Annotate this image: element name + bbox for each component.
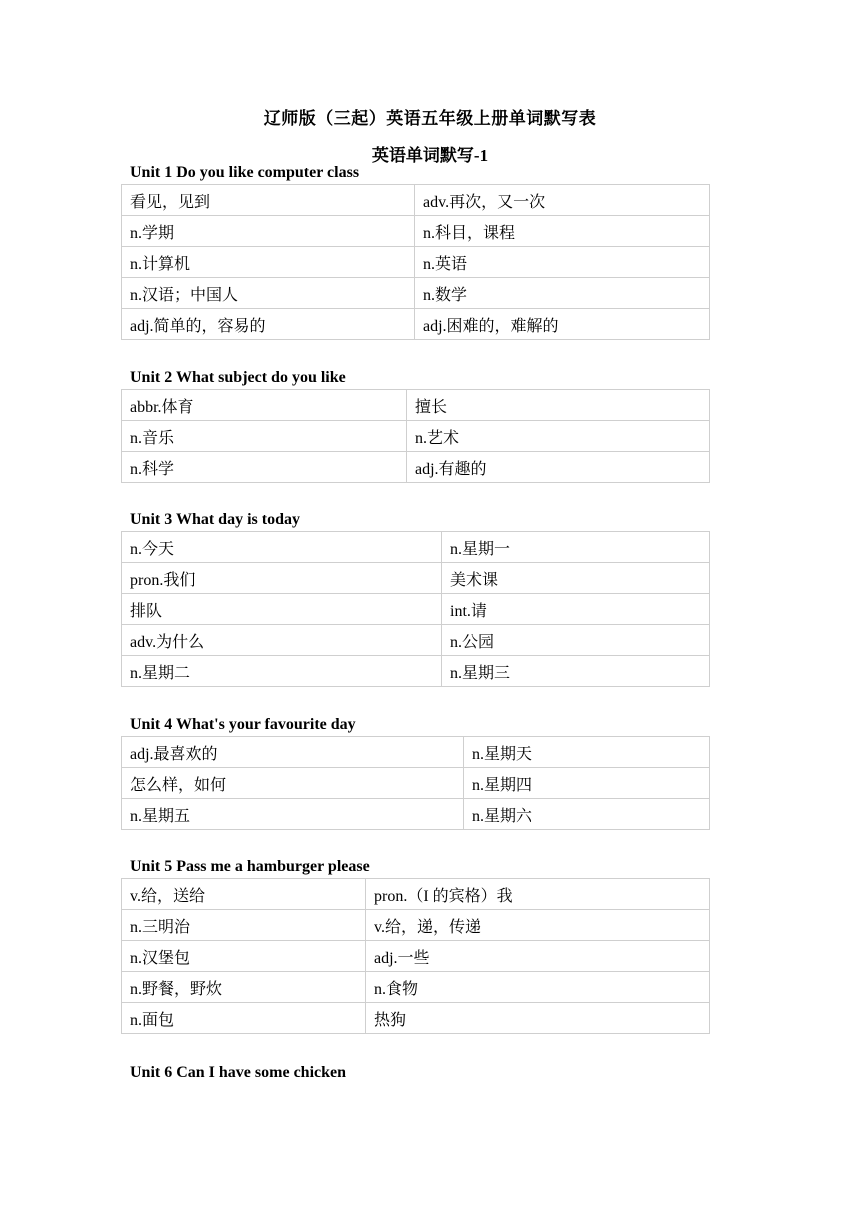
table-cell: n.艺术 xyxy=(407,421,710,452)
table-cell: v.给，送给 xyxy=(122,879,366,910)
table-cell: n.音乐 xyxy=(122,421,407,452)
table-cell: n.计算机 xyxy=(122,247,415,278)
table-cell: n.科学 xyxy=(122,452,407,483)
table-cell: pron.我们 xyxy=(122,563,442,594)
table-cell: abbr.体育 xyxy=(122,390,407,421)
table-row xyxy=(122,768,710,799)
table-cell: n.数学 xyxy=(415,278,710,309)
table-row xyxy=(122,247,710,278)
table-cell: 美术课 xyxy=(442,563,710,594)
table-cell: adj.有趣的 xyxy=(407,452,710,483)
table-row xyxy=(122,278,710,309)
unit-5-heading: Unit 5 Pass me a hamburger please xyxy=(130,858,370,875)
table-row xyxy=(122,941,710,972)
document-title: 辽师版（三起）英语五年级上册单词默写表 xyxy=(263,109,597,128)
table-cell: n.星期天 xyxy=(464,737,710,768)
table-cell: adj.最喜欢的 xyxy=(122,737,464,768)
table-row xyxy=(122,309,710,340)
unit-5-vocab-table xyxy=(121,878,710,1034)
table-cell: pron.（I 的宾格）我 xyxy=(366,879,710,910)
table-cell: n.星期五 xyxy=(122,799,464,830)
table-cell: adj.简单的，容易的 xyxy=(122,309,415,340)
table-cell: n.今天 xyxy=(122,532,442,563)
table-cell: adj.困难的，难解的 xyxy=(415,309,710,340)
table-cell: n.星期三 xyxy=(442,656,710,687)
table-cell: n.面包 xyxy=(122,1003,366,1034)
table-row xyxy=(122,1003,710,1034)
unit-2-vocab-table xyxy=(121,389,710,483)
table-row xyxy=(122,185,710,216)
table-cell: n.三明治 xyxy=(122,910,366,941)
table-cell: 怎么样，如何 xyxy=(122,768,464,799)
table-cell: v.给，递，传递 xyxy=(366,910,710,941)
table-cell: n.汉语；中国人 xyxy=(122,278,415,309)
unit-1-heading: Unit 1 Do you like computer class xyxy=(130,164,360,181)
unit-3-heading: Unit 3 What day is today xyxy=(130,511,300,528)
table-cell: adj.一些 xyxy=(366,941,710,972)
table-cell: n.汉堡包 xyxy=(122,941,366,972)
table-row xyxy=(122,563,710,594)
table-cell: n.学期 xyxy=(122,216,415,247)
table-row xyxy=(122,737,710,768)
table-row xyxy=(122,390,710,421)
table-row xyxy=(122,532,710,563)
table-cell: adv.再次，又一次 xyxy=(415,185,710,216)
unit-6-heading: Unit 6 Can I have some chicken xyxy=(130,1064,347,1081)
table-cell: 热狗 xyxy=(366,1003,710,1034)
table-cell: int.请 xyxy=(442,594,710,625)
table-row xyxy=(122,972,710,1003)
table-row xyxy=(122,421,710,452)
table-row xyxy=(122,879,710,910)
table-cell: 排队 xyxy=(122,594,442,625)
table-cell: adv.为什么 xyxy=(122,625,442,656)
table-row xyxy=(122,799,710,830)
table-cell: n.星期一 xyxy=(442,532,710,563)
table-cell: n.食物 xyxy=(366,972,710,1003)
table-cell: n.公园 xyxy=(442,625,710,656)
table-cell: n.星期四 xyxy=(464,768,710,799)
unit-4-vocab-table xyxy=(121,736,710,830)
table-cell: n.星期六 xyxy=(464,799,710,830)
unit-2-heading: Unit 2 What subject do you like xyxy=(130,369,346,386)
table-row xyxy=(122,594,710,625)
unit-3-vocab-table xyxy=(121,531,710,687)
table-row xyxy=(122,216,710,247)
unit-4-heading: Unit 4 What's your favourite day xyxy=(130,716,356,733)
table-cell: n.英语 xyxy=(415,247,710,278)
table-cell: 看见，见到 xyxy=(122,185,415,216)
table-row xyxy=(122,625,710,656)
table-cell: n.野餐，野炊 xyxy=(122,972,366,1003)
table-cell: n.科目，课程 xyxy=(415,216,710,247)
table-cell: n.星期二 xyxy=(122,656,442,687)
table-row xyxy=(122,656,710,687)
unit-1-vocab-table xyxy=(121,184,710,340)
document-subtitle: 英语单词默写-1 xyxy=(371,146,489,165)
table-row xyxy=(122,910,710,941)
table-row xyxy=(122,452,710,483)
table-cell: 擅长 xyxy=(407,390,710,421)
